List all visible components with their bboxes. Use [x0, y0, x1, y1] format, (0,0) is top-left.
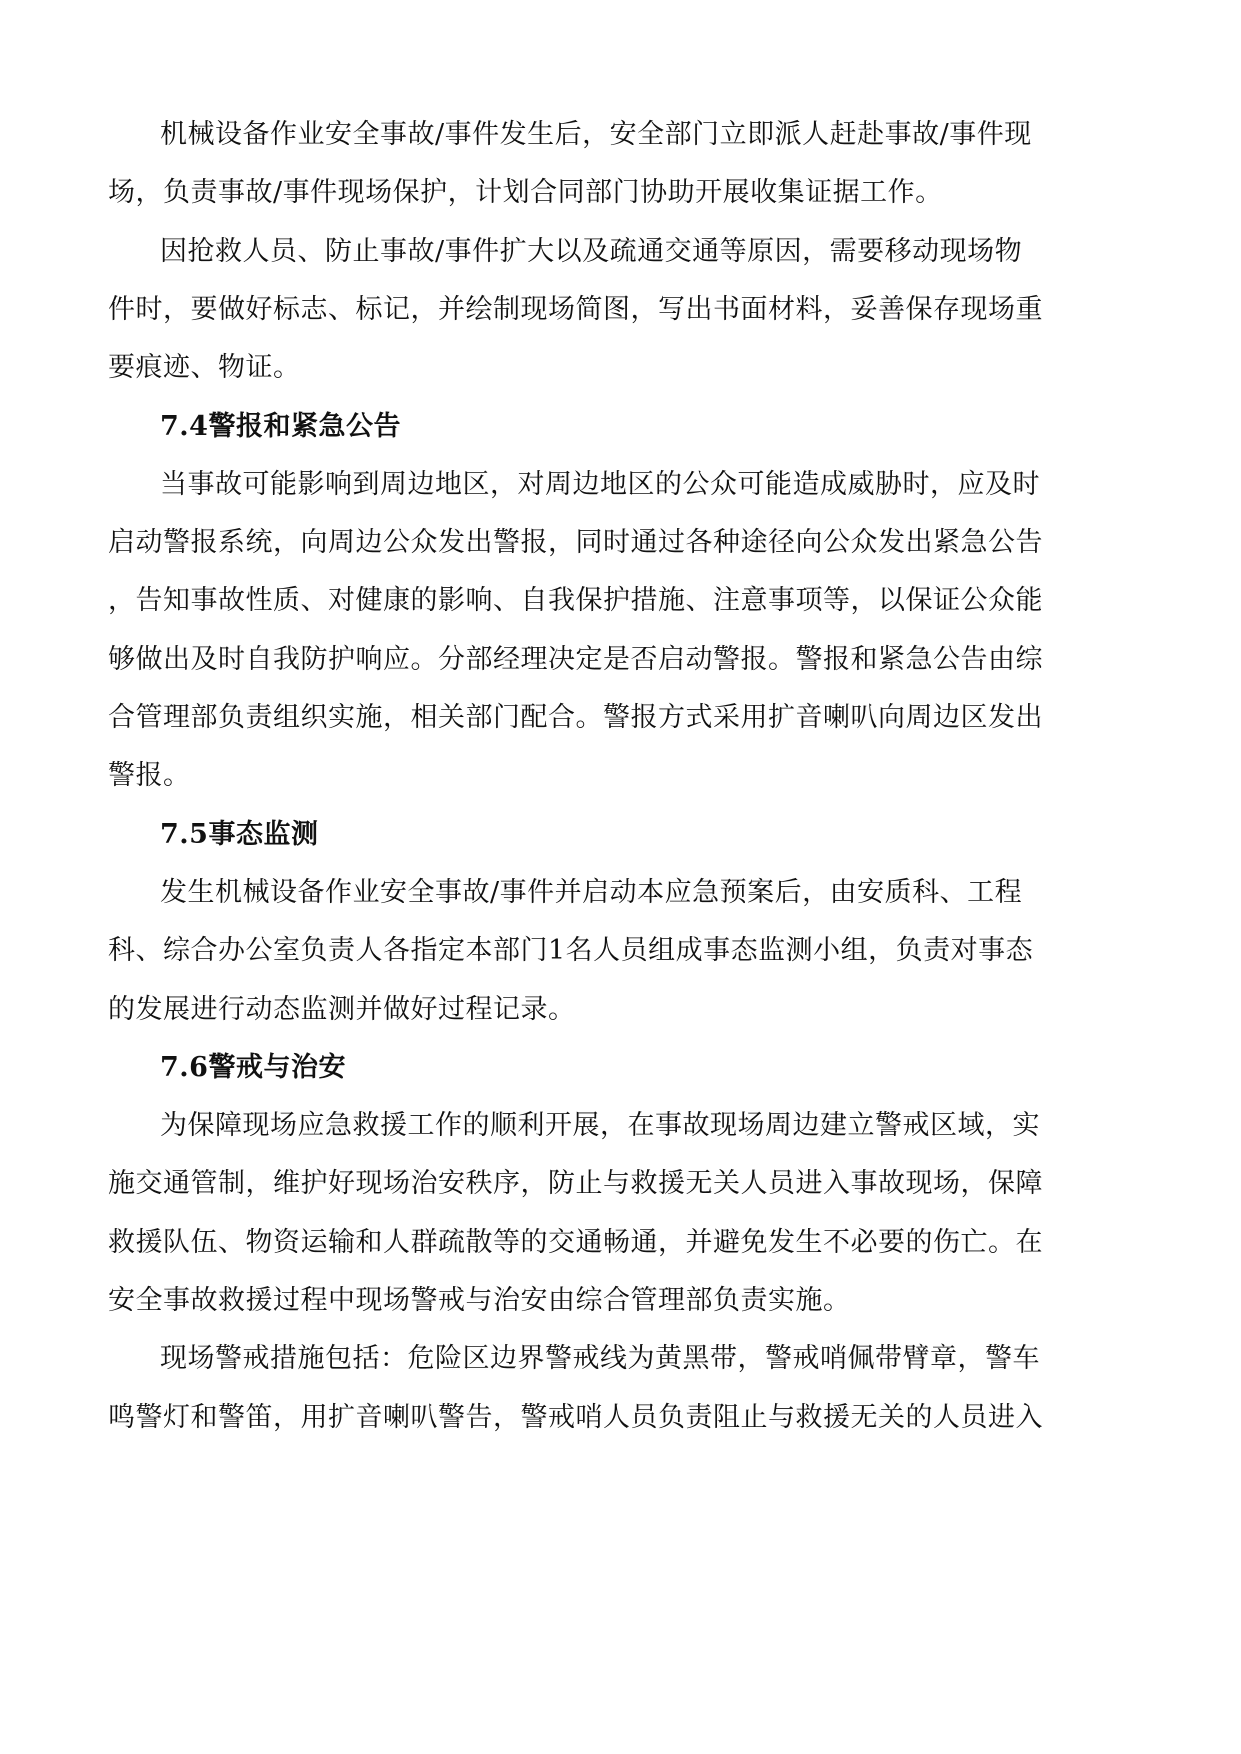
section-heading: 7.4警报和紧急公告 — [160, 410, 401, 442]
paragraph-line: 场，负责事故/事件现场保护，计划合同部门协助开展收集证据工作。 — [108, 177, 943, 209]
paragraph-line: 鸣警灯和警笛，用扩音喇叭警告，警戒哨人员负责阻止与救援无关的人员进入 — [108, 1401, 1043, 1433]
paragraph-line: 现场警戒措施包括：危险区边界警戒线为黄黑带，警戒哨佩带臂章，警车 — [160, 1343, 1040, 1375]
paragraph-line: 要痕迹、物证。 — [108, 352, 301, 384]
paragraph-line: 启动警报系统，向周边公众发出警报，同时通过各种途径向公众发出紧急公告 — [108, 527, 1043, 559]
paragraph-line: 为保障现场应急救援工作的顺利开展，在事故现场周边建立警戒区域，实 — [160, 1110, 1040, 1142]
paragraph-line: 科、综合办公室负责人各指定本部门1名人员组成事态监测小组，负责对事态 — [108, 935, 1034, 967]
paragraph-line: 警报。 — [108, 760, 191, 792]
paragraph-line: 合管理部负责组织实施，相关部门配合。警报方式采用扩音喇叭向周边区发出 — [108, 702, 1043, 733]
paragraph-line: 发生机械设备作业安全事故/事件并启动本应急预案后，由安质科、工程 — [160, 876, 1023, 908]
paragraph-line: 施交通管制，维护好现场治安秩序，防止与救援无关人员进入事故现场，保障 — [108, 1168, 1043, 1200]
section-heading: 7.6警戒与治安 — [160, 1051, 346, 1083]
paragraph-line: ，告知事故性质、对健康的影响、自我保护措施、注意事项等，以保证公众能 — [108, 585, 1043, 617]
paragraph-line: 因抢救人员、防止事故/事件扩大以及疏通交通等原因，需要移动现场物 — [160, 235, 1023, 267]
paragraph-line: 机械设备作业安全事故/事件发生后，安全部门立即派人赶赴事故/事件现 — [160, 119, 1032, 150]
paragraph-line: 的发展进行动态监测并做好过程记录。 — [108, 993, 576, 1025]
paragraph-line: 当事故可能影响到周边地区，对周边地区的公众可能造成威胁时，应及时 — [160, 468, 1040, 500]
paragraph-line: 安全事故救援过程中现场警戒与治安由综合管理部负责实施。 — [108, 1285, 851, 1316]
paragraph-line: 救援队伍、物资运输和人群疏散等的交通畅通，并避免发生不必要的伤亡。在 — [108, 1226, 1043, 1258]
section-heading: 7.5事态监测 — [160, 818, 319, 850]
paragraph-line: 件时，要做好标志、标记，并绘制现场简图，写出书面材料，妥善保存现场重 — [108, 293, 1043, 325]
paragraph-line: 够做出及时自我防护响应。分部经理决定是否启动警报。警报和紧急公告由综 — [108, 643, 1043, 675]
